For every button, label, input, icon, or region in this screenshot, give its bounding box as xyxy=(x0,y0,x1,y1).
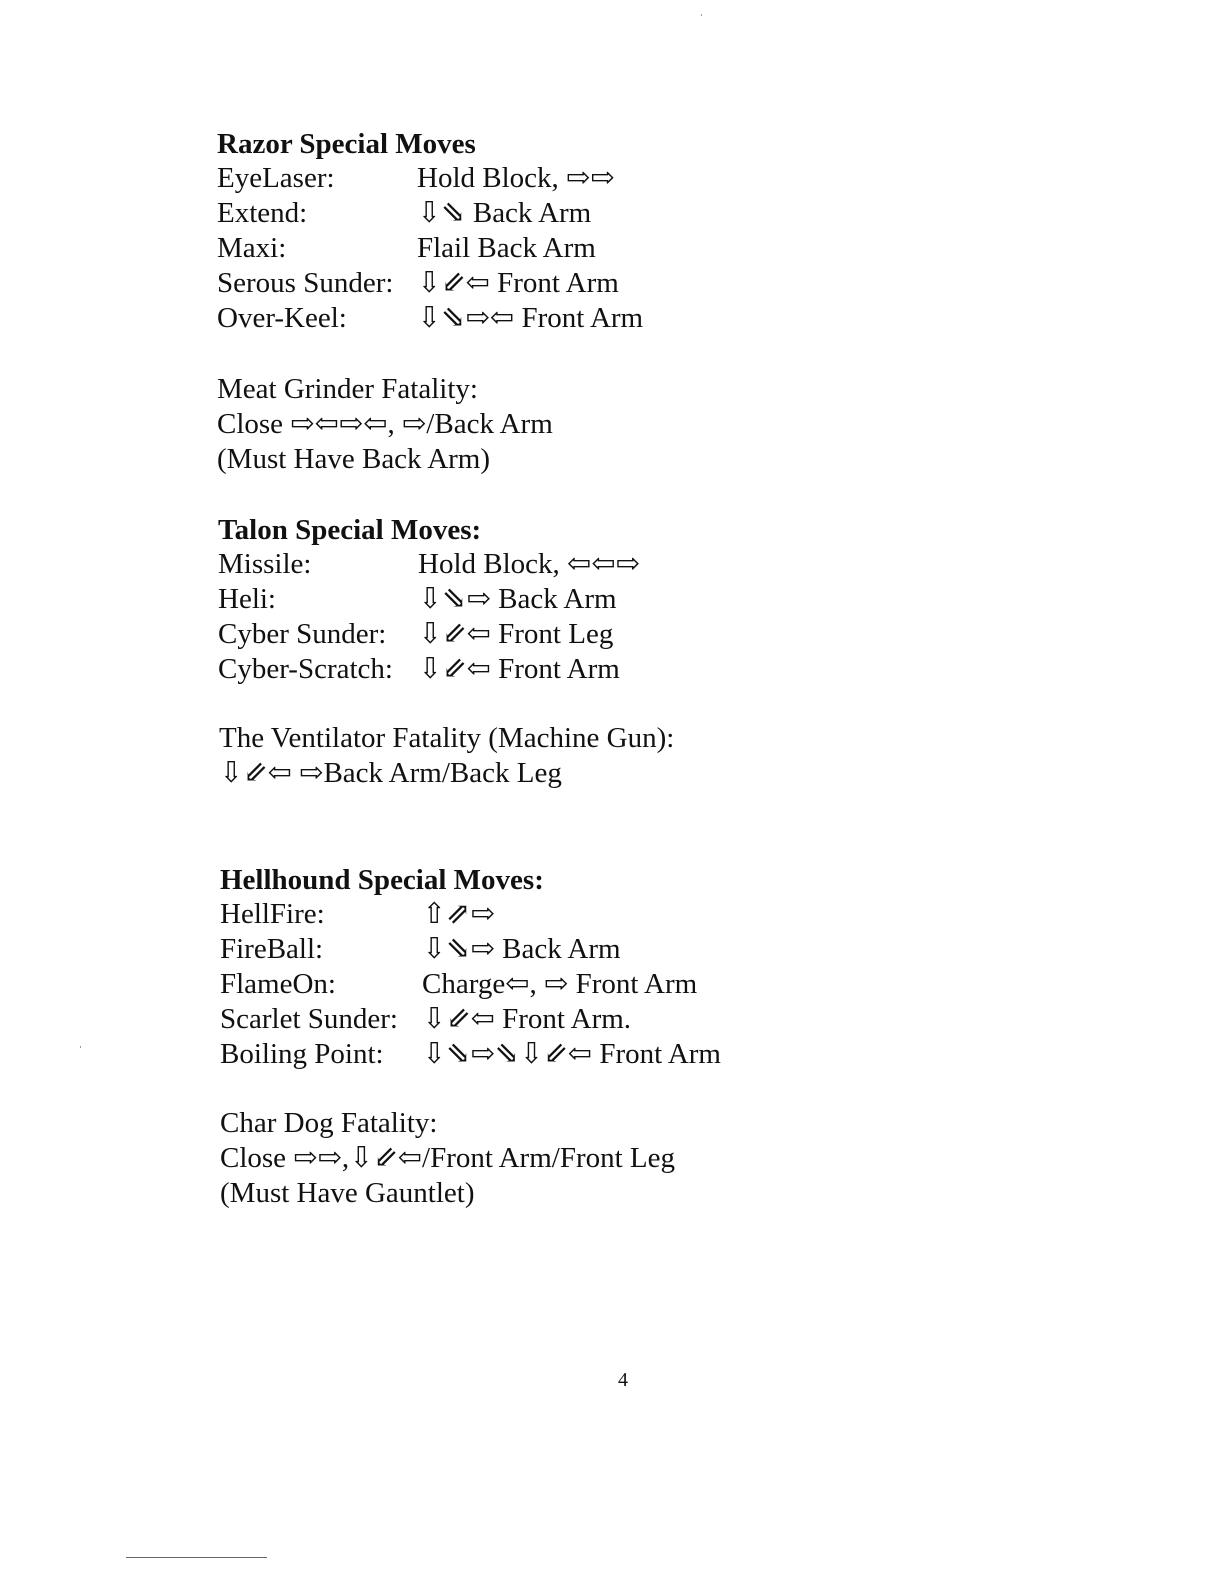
scan-speck xyxy=(80,1046,81,1048)
move-input: ⇩⇘⇨ Back Arm xyxy=(422,933,621,965)
move-input: ⇩⇘⇨⇘⇩⇙⇦ Front Arm xyxy=(422,1038,721,1070)
move-input: ⇩⇘⇨⇦ Front Arm xyxy=(417,302,644,334)
move-name: FireBall: xyxy=(220,933,324,965)
razor-fatality-input: Close ⇨⇦⇨⇦, ⇨/Back Arm xyxy=(217,408,553,440)
move-input: ⇩⇙⇦ Front Arm xyxy=(417,267,619,299)
talon-fatality-title: The Ventilator Fatality (Machine Gun): xyxy=(219,722,675,754)
hellhound-fatality-note: (Must Have Gauntlet) xyxy=(220,1177,475,1209)
hellhound-fatality-title: Char Dog Fatality: xyxy=(220,1107,438,1139)
talon-fatality-input: ⇩⇙⇦ ⇨Back Arm/Back Leg xyxy=(219,757,562,789)
move-name: Scarlet Sunder: xyxy=(220,1003,398,1035)
move-input: ⇩⇙⇦ Front Arm xyxy=(418,653,620,685)
move-name: Heli: xyxy=(218,583,276,615)
razor-heading: Razor Special Moves xyxy=(217,128,476,160)
move-name: EyeLaser: xyxy=(217,162,335,194)
move-name: Missile: xyxy=(218,548,312,580)
move-name: Boiling Point: xyxy=(220,1038,384,1070)
move-name: Maxi: xyxy=(217,232,287,264)
move-input: ⇩⇙⇦ Front Leg xyxy=(418,618,614,650)
move-name: FlameOn: xyxy=(220,968,336,1000)
move-name: Cyber Sunder: xyxy=(218,618,387,650)
scan-speck xyxy=(701,14,702,16)
talon-heading: Talon Special Moves: xyxy=(218,514,482,546)
move-name: Over-Keel: xyxy=(217,302,347,334)
move-input: Hold Block, ⇦⇦⇨ xyxy=(418,548,640,580)
razor-fatality-title: Meat Grinder Fatality: xyxy=(217,373,478,405)
move-name: Serous Sunder: xyxy=(217,267,394,299)
move-input: ⇩⇘ Back Arm xyxy=(417,197,592,229)
move-input: Charge⇦, ⇨ Front Arm xyxy=(422,968,698,1000)
move-name: Extend: xyxy=(217,197,308,229)
page-number: 4 xyxy=(618,1369,628,1391)
move-name: Cyber-Scratch: xyxy=(218,653,393,685)
hellhound-fatality-input: Close ⇨⇨,⇩⇙⇦/Front Arm/Front Leg xyxy=(220,1142,675,1174)
move-input: ⇧⇗⇨ xyxy=(422,898,495,930)
razor-fatality-note: (Must Have Back Arm) xyxy=(217,443,491,475)
move-input: Hold Block, ⇨⇨ xyxy=(417,162,615,194)
move-input: Flail Back Arm xyxy=(417,232,596,264)
move-input: ⇩⇘⇨ Back Arm xyxy=(418,583,617,615)
scan-edge-line xyxy=(126,1557,267,1558)
move-input: ⇩⇙⇦ Front Arm. xyxy=(422,1003,632,1035)
hellhound-heading: Hellhound Special Moves: xyxy=(220,864,544,896)
move-name: HellFire: xyxy=(220,898,325,930)
